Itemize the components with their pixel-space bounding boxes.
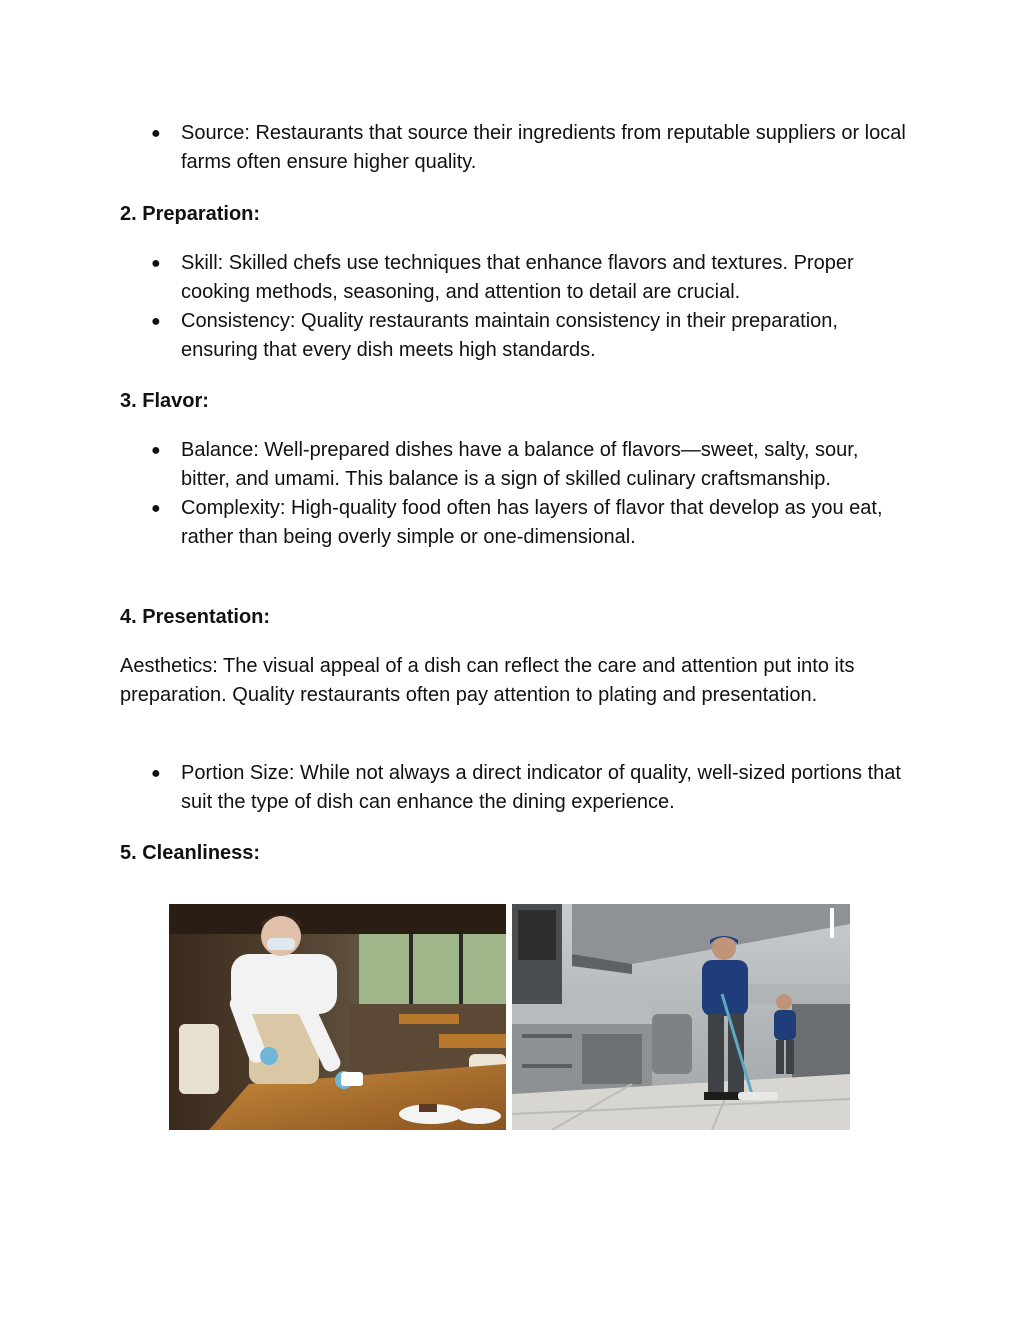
- list-item: [120, 249, 910, 307]
- cleanliness-heading: 5. Cleanliness:: [120, 842, 261, 864]
- list-item: [120, 494, 910, 552]
- cleanliness-photos: [169, 904, 850, 1130]
- list-item-text: Portion Size: While not always a direct indicator of quality, well-sized portions that suit the type of dish can enhance the dining experience.: [181, 762, 901, 813]
- list-item: [120, 119, 910, 177]
- flavor-list: [120, 436, 910, 552]
- list-item-text: Skill: Skilled chefs use techniques that enhance flavors and textures. Proper cooking methods, seasoning, and attention to detail are crucial.: [181, 252, 854, 303]
- flavor-heading: 3. Flavor:: [120, 390, 209, 412]
- bullet-icon: ●: [151, 765, 161, 782]
- presentation-list: [120, 759, 910, 817]
- bullet-icon: ●: [151, 500, 161, 517]
- bullet-icon: ●: [151, 125, 161, 142]
- list-item: [120, 307, 910, 365]
- waiter-cleaning-table-photo: [169, 904, 506, 1130]
- kitchen-mopping-photo: [512, 904, 850, 1130]
- source-list: [120, 119, 910, 177]
- list-item-text: Balance: Well-prepared dishes have a balance of flavors—sweet, salty, sour, bitter, and umami. This balance is a sign of skilled culinary craftsmanship.: [181, 439, 859, 490]
- preparation-list: [120, 249, 910, 365]
- list-item-text: Source: Restaurants that source their ingredients from reputable suppliers or local farms often ensure higher quality.: [181, 122, 906, 173]
- bullet-icon: ●: [151, 255, 161, 272]
- list-item: [120, 759, 910, 817]
- list-item-text: Complexity: High-quality food often has layers of flavor that develop as you eat, rather than being overly simple or one-dimensional.: [181, 497, 883, 548]
- bullet-icon: ●: [151, 442, 161, 459]
- presentation-heading: 4. Presentation:: [120, 606, 271, 628]
- list-item: [120, 436, 910, 494]
- presentation-paragraph: Aesthetics: The visual appeal of a dish can reflect the care and attention put into its preparation. Quality restaurants often pay attention to plating and presentation.: [120, 655, 855, 706]
- preparation-heading: 2. Preparation:: [120, 203, 261, 225]
- bullet-icon: ●: [151, 313, 161, 330]
- list-item-text: Consistency: Quality restaurants maintain consistency in their preparation, ensuring that every dish meets high standards.: [181, 310, 838, 361]
